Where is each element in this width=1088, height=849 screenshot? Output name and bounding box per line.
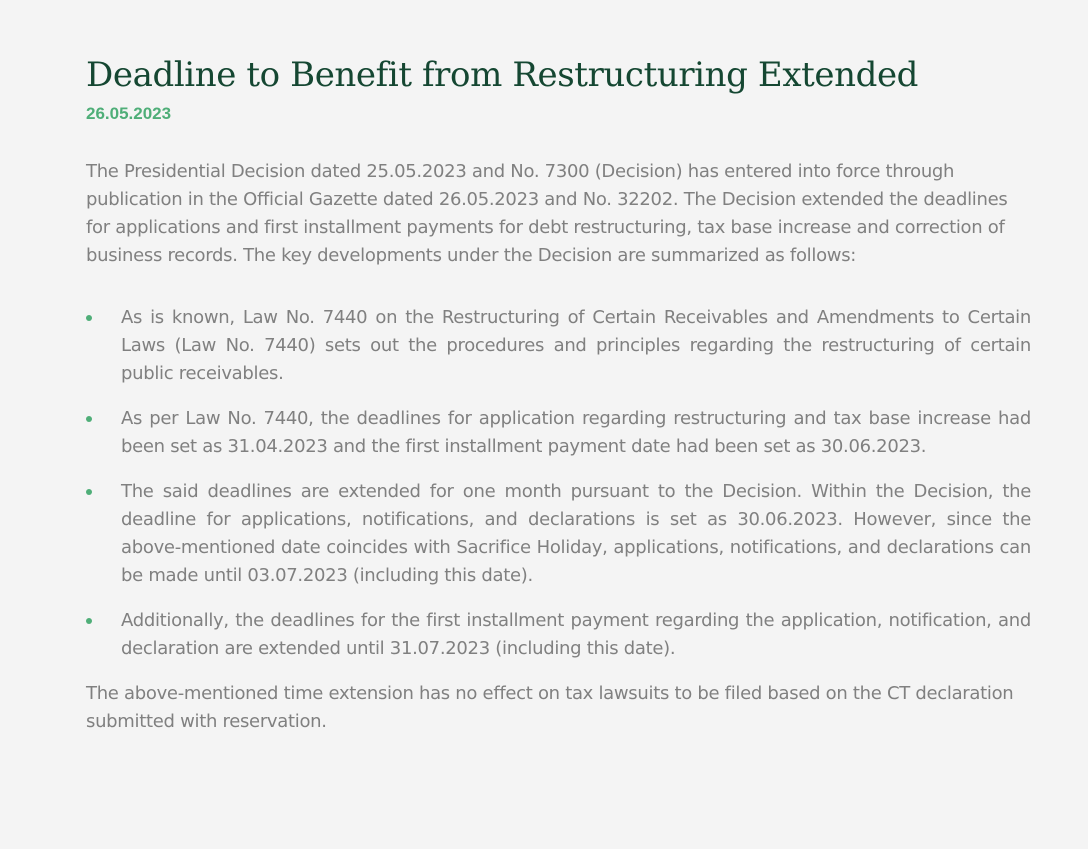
bullet-dot-icon: [86, 315, 92, 321]
bullet-list: [86, 304, 1031, 663]
bullet-dot-icon: [86, 416, 92, 422]
bullet-text: The said deadlines are extended for one month pursuant to the Decision. Within the Decision, the deadline for applications, notifications, and declarations is set as 30.06.2023. However, since the above-mentioned date coincides with Sacrifice Holiday, applications, notifications, and declarations can be made until 03.07.2023 (including this date).: [121, 481, 1031, 586]
article-title: Deadline to Benefit from Restructuring Extended: [86, 55, 919, 95]
closing-paragraph: The above-mentioned time extension has no effect on tax lawsuits to be filed based on the CT declaration submitted with reservation.: [86, 683, 1014, 732]
bullet-text: Additionally, the deadlines for the first installment payment regarding the application, notification, and declaration are extended until 31.07.2023 (including this date).: [121, 610, 1031, 659]
intro-paragraph: The Presidential Decision dated 25.05.2023 and No. 7300 (Decision) has entered into force through publication in the Official Gazette dated 26.05.2023 and No. 32202. The Decision extended the deadlines for applications and first installment payments for debt restructuring, tax base increase and correction of business records. The key developments under the Decision are summarized as follows:: [86, 161, 1008, 266]
bullet-dot-icon: [86, 618, 92, 624]
article-date: 26.05.2023: [86, 104, 172, 123]
bullet-item: [86, 405, 1031, 461]
bullet-item: [86, 478, 1031, 590]
bullet-dot-icon: [86, 489, 92, 495]
bullet-text: As is known, Law No. 7440 on the Restructuring of Certain Receivables and Amendments to Certain Laws (Law No. 7440) sets out the procedures and principles regarding the restructuring of certain public receivables.: [121, 307, 1031, 384]
bullet-item: [86, 304, 1031, 388]
bullet-item: [86, 607, 1031, 663]
bullet-text: As per Law No. 7440, the deadlines for application regarding restructuring and tax base increase had been set as 31.04.2023 and the first installment payment date had been set as 30.06.2023.: [121, 408, 1031, 457]
